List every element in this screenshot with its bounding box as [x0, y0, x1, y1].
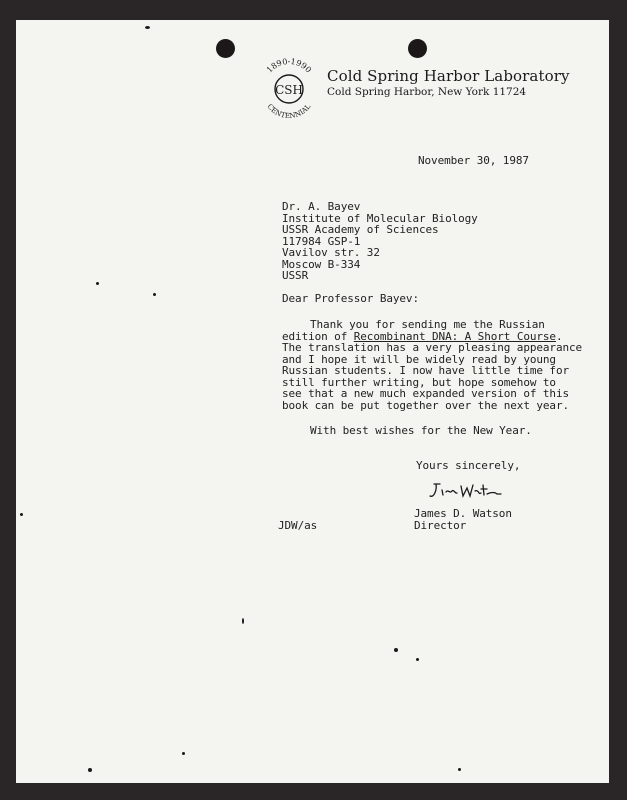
- recipient-line: Moscow B-334: [282, 257, 361, 271]
- body-line: Thank you for sending me the Russian: [310, 318, 545, 331]
- body-line: see that a new much expanded version of this: [282, 387, 569, 400]
- closing: Yours sincerely,: [416, 459, 521, 472]
- book-title: Recombinant DNA: A Short Course: [353, 329, 556, 343]
- letter-date: November 30, 1987: [418, 154, 529, 167]
- seal-initials: CSH: [275, 83, 303, 97]
- recipient-line: Dr. A. Bayev: [282, 200, 361, 213]
- body-line: Russian students. I now have little time for: [282, 364, 569, 377]
- body-line: and I hope it will be widely read by young: [282, 352, 556, 366]
- body-line: The translation has a very pleasing appearance: [282, 341, 583, 354]
- signer-name: James D. Watson: [414, 507, 512, 520]
- typist-initials: JDW/as: [278, 518, 318, 532]
- body-line: With best wishes for the New Year.: [310, 424, 532, 437]
- organization-address: Cold Spring Harbor, New York 11724: [327, 86, 527, 98]
- recipient-line: Institute of Molecular Biology: [282, 211, 478, 225]
- body-line: book can be put together over the next year.: [282, 398, 569, 412]
- body-line: still further writing, but hope somehow to: [282, 375, 556, 389]
- handwritten-signature: [425, 480, 505, 502]
- punch-hole: [216, 39, 235, 58]
- recipient-line: USSR: [282, 269, 309, 282]
- centennial-seal: [253, 52, 325, 124]
- seal-years: 1890-1990: [264, 56, 314, 75]
- recipient-line: USSR Academy of Sciences: [282, 223, 439, 236]
- recipient-line: Vavilov str. 32: [282, 246, 380, 259]
- seal-label: CENTENNIAL: [265, 102, 313, 121]
- body-line: edition of Recombinant DNA: A Short Course.: [282, 329, 563, 343]
- punch-hole: [408, 39, 427, 58]
- signer-title: Director: [414, 518, 467, 532]
- organization-name: Cold Spring Harbor Laboratory: [327, 67, 570, 85]
- salutation: Dear Professor Bayev:: [282, 292, 419, 305]
- recipient-line: 117984 GSP-1: [282, 234, 361, 248]
